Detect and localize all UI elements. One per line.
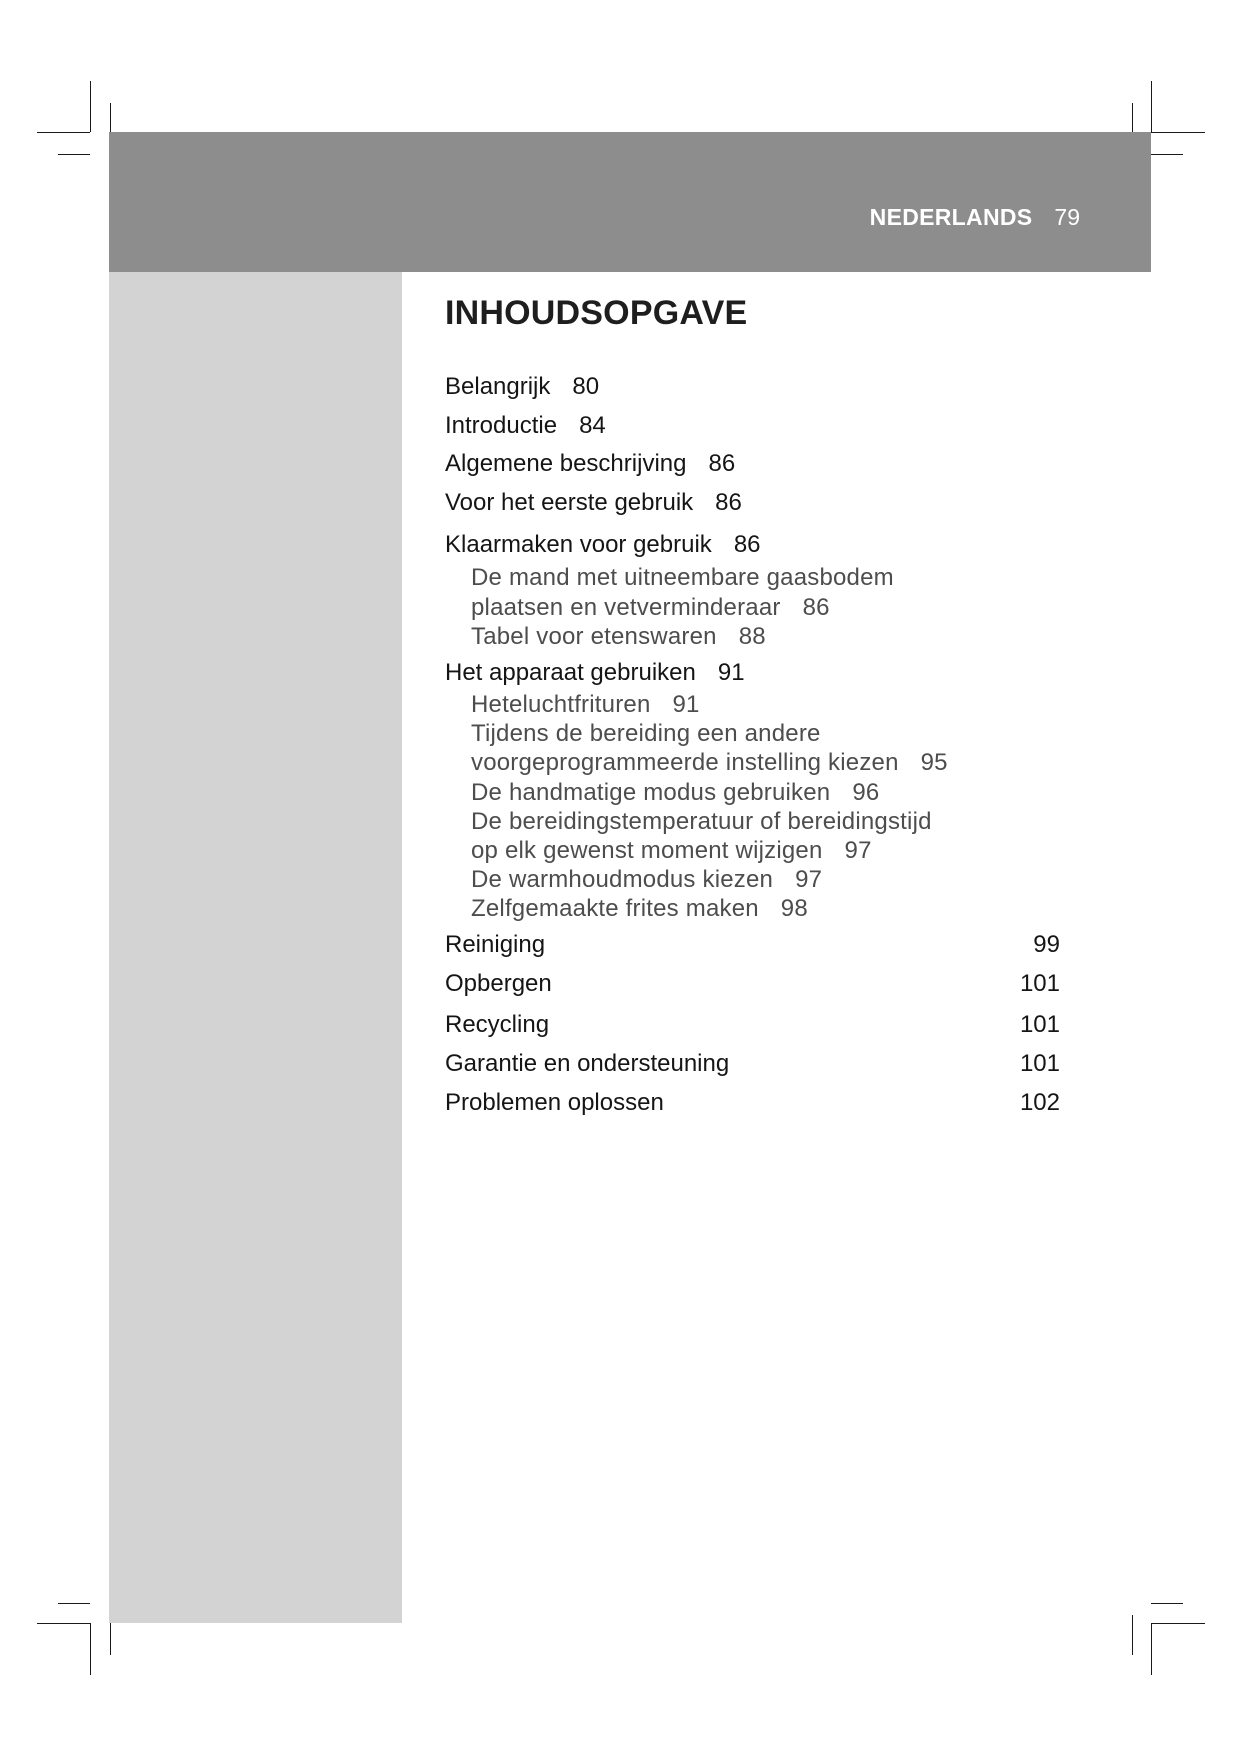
toc-subentry [471,836,872,866]
crop-mark [1151,1603,1183,1604]
toc-entry-page: 101 [1019,1050,1060,1077]
toc-entry [445,488,742,518]
crop-mark [37,132,90,133]
toc-entry-page: 80 [572,373,600,400]
toc-subentry-label: plaatsen en vetverminderaar [471,594,781,621]
toc-subentry-page: 97 [844,837,872,864]
crop-mark [90,1623,91,1675]
running-header [870,202,1080,232]
toc-subentry [471,807,932,837]
sidebar-panel [109,272,402,1623]
toc-subentry-label: De mand met uitneembare gaasbodem [471,564,894,591]
toc-subentry-page: 96 [852,779,880,806]
toc-subentry [471,593,830,623]
toc-entry-label: Garantie en ondersteuning [445,1050,730,1077]
toc-subentry-page: 98 [780,895,808,922]
toc-entry [445,930,1060,960]
crop-mark [58,154,90,155]
crop-mark [1132,103,1133,135]
toc-entry [445,449,735,479]
toc-entry [445,411,606,441]
toc-entry-page: 101 [1019,970,1060,997]
toc-subentry [471,778,879,808]
toc-subentry-label: voorgeprogrammeerde instelling kiezen [471,749,899,776]
crop-mark [1151,1623,1152,1675]
toc-entry-page: 86 [733,531,761,558]
toc-entry-page: 86 [708,450,736,477]
toc-subentry-page: 86 [802,594,830,621]
toc-entry [445,530,761,560]
toc-entry-label: Problemen oplossen [445,1089,664,1116]
toc-subentry [471,622,766,652]
toc-entry-page: 102 [1019,1089,1060,1116]
toc-subentry-label: Tabel voor etenswaren [471,623,717,650]
toc-entry-page: 101 [1019,1011,1060,1038]
toc-entry [445,658,745,688]
toc-entry-label: Reiniging [445,931,546,958]
crop-mark [1151,81,1152,132]
toc-entry-page: 99 [1033,931,1060,958]
toc-subentry-label: De handmatige modus gebruiken [471,779,831,806]
crop-mark [1132,1615,1133,1655]
crop-mark [58,1603,90,1604]
page-title: INHOUDSOPGAVE [445,294,748,332]
toc-entry-label: Recycling [445,1011,550,1038]
toc-entry-label: Het apparaat gebruiken [445,659,696,686]
toc-subentry-page: 88 [738,623,766,650]
crop-mark [37,1623,90,1624]
toc-subentry [471,690,700,720]
toc-entry [445,1088,1060,1118]
toc-entry-label: Voor het eerste gebruik [445,489,694,516]
toc-subentry-label: Zelfgemaakte frites maken [471,895,759,922]
toc-subentry-label: Tijdens de bereiding een andere [471,720,821,747]
toc-entry-label: Algemene beschrijving [445,450,687,477]
toc-entry-label: Opbergen [445,970,552,997]
language-label: NEDERLANDS [869,204,1033,230]
toc-subentry-page: 97 [795,866,823,893]
toc-entry-label: Introductie [445,412,558,439]
toc-subentry-label: De warmhoudmodus kiezen [471,866,774,893]
crop-mark [1151,132,1205,133]
crop-mark [1151,1623,1205,1624]
toc-entry [445,1049,1060,1079]
toc-subentry-label: De bereidingstemperatuur of bereidingstijd [471,808,932,835]
toc-subentry-page: 95 [920,749,948,776]
crop-mark [1151,154,1183,155]
page-number: 79 [1054,204,1080,230]
toc-entry-page: 86 [715,489,742,516]
toc-entry-label: Klaarmaken voor gebruik [445,531,712,558]
toc-entry [445,1010,1060,1040]
crop-mark [90,81,91,132]
toc-entry [445,969,1060,999]
toc-subentry [471,719,821,749]
toc-subentry [471,894,808,924]
toc-subentry-label: op elk gewenst moment wijzigen [471,837,823,864]
toc-entry [445,372,599,402]
toc-subentry-label: Heteluchtfrituren [471,691,651,718]
toc-subentry [471,563,894,593]
toc-entry-page: 91 [717,659,745,686]
toc-entry-label: Belangrijk [445,373,551,400]
toc-subentry [471,748,948,778]
toc-subentry-page: 91 [672,691,700,718]
crop-mark [110,103,111,135]
toc-entry-page: 84 [579,412,606,439]
toc-subentry [471,865,822,895]
